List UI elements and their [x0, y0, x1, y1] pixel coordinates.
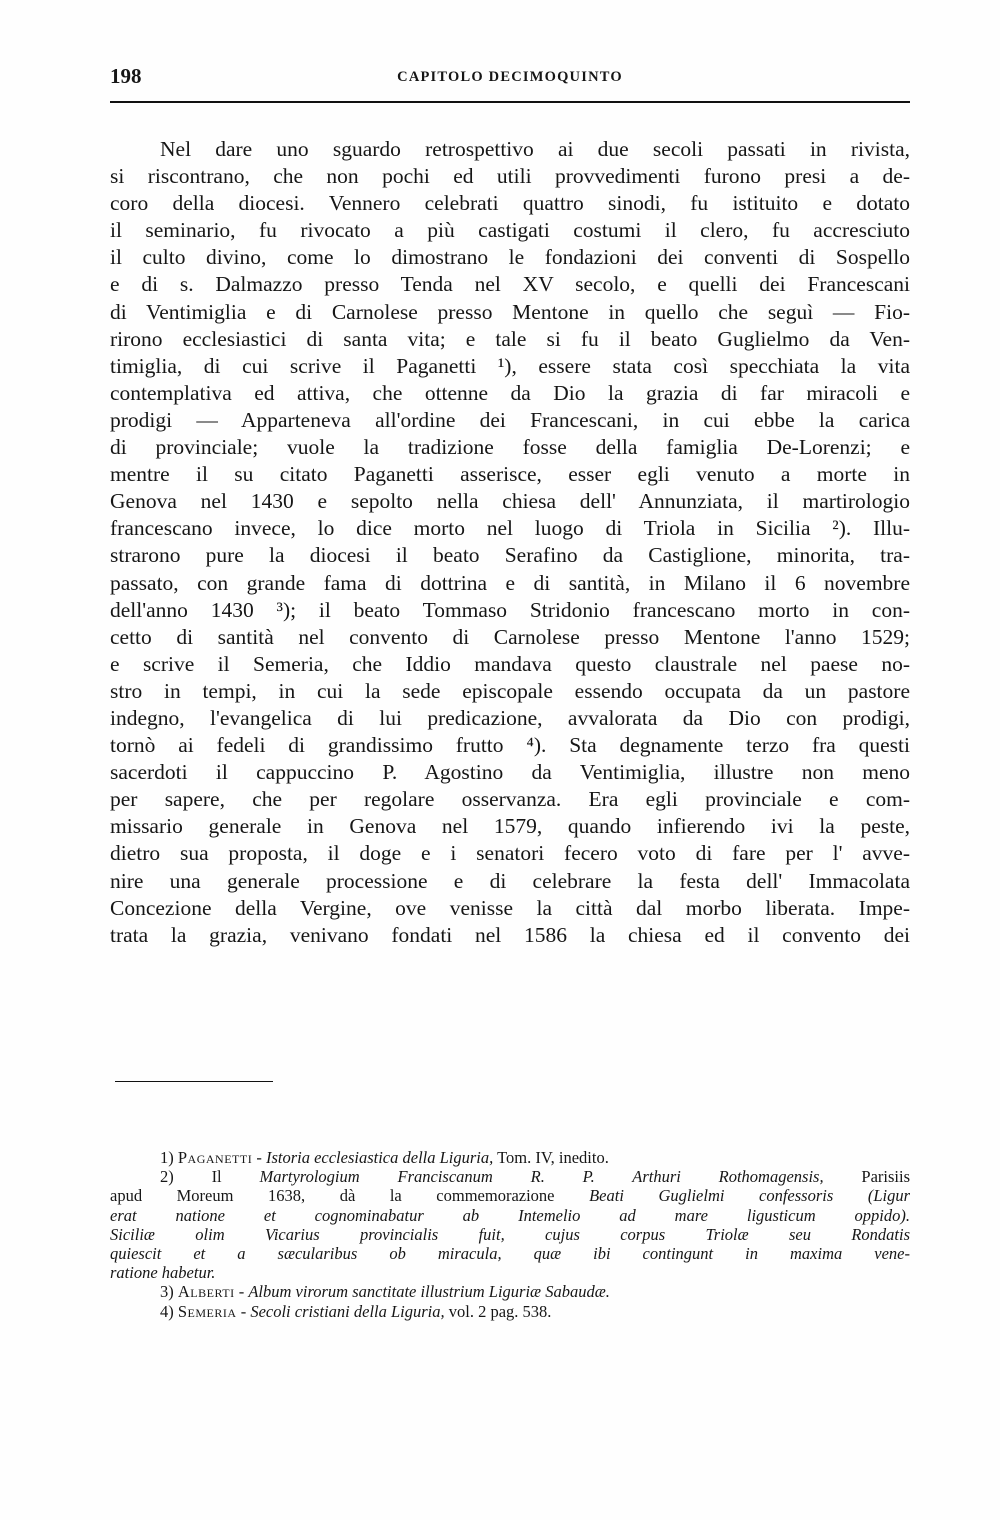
footnote-separator: - — [236, 1301, 251, 1321]
body-line: rirono ecclesiastici di santa vita; e tale si fu il beato Guglielmo da Ven- — [110, 326, 910, 351]
body-line: di provinciale; vuole la tradizione fosse della famiglia De-Lorenzi; e — [110, 435, 910, 460]
footnotes — [110, 1148, 910, 1321]
body-line: si riscontrano, che non pochi ed utili provvedimenti furono presi a de- — [110, 164, 910, 189]
footnote-quote: Siciliæ olim Vicarius provincialis fuit, cujus corpus Triolæ seu Rondatis — [110, 1224, 910, 1244]
body-line: francescano invece, lo dice morto nel luogo di Triola in Sicilia ²). Illu- — [110, 516, 910, 541]
footnote-text: apud Moreum 1638, dà la commemorazione — [110, 1186, 590, 1206]
footnote-2-line — [110, 1244, 910, 1263]
body-line: Genova nel 1430 e sepolto nella chiesa dell' Annunziata, il martirologio — [110, 489, 910, 514]
footnote-number: 2) — [160, 1167, 174, 1187]
body-line: il culto divino, come lo dimostrano le fondazioni dei conventi di Sospello — [110, 245, 910, 270]
footnote-title: Martyrologium Franciscanum R. P. Arthuri Rothomagensis, — [259, 1167, 824, 1187]
footnote-text: Il — [173, 1167, 260, 1187]
header-rule — [110, 101, 910, 103]
footnote-title: Secoli cristiani della Liguria, — [250, 1301, 445, 1321]
body-line: Nel dare uno sguardo retrospettivo ai due secoli passati in rivista, — [160, 137, 910, 161]
running-head — [110, 64, 910, 96]
footnote-author: Alberti — [177, 1282, 235, 1302]
footnote-author: Semeria — [177, 1301, 237, 1321]
body-line: prodigi — Apparteneva all'ordine dei Francescani, in cui ebbe la carica — [110, 407, 910, 432]
footnote-number: 4) — [160, 1301, 174, 1321]
footnote-number: 3) — [160, 1282, 174, 1302]
body-line: e di s. Dalmazzo presso Tenda nel XV secolo, e quelli dei Francescani — [110, 272, 910, 297]
chapter-title: CAPITOLO DECIMOQUINTO — [397, 69, 623, 85]
footnote-1 — [110, 1148, 910, 1167]
footnote-text: vol. 2 pag. 538. — [444, 1301, 552, 1321]
body-line: indegno, l'evangelica di lui predicazione, avvalorata da Dio con prodigi, — [110, 705, 910, 730]
footnote-2-line — [110, 1206, 910, 1225]
footnote-title: Album virorum sanctitate illustrium Liguriæ Sabaudæ. — [248, 1282, 610, 1302]
body-line: nire una generale processione e di celebrare la festa dell' Immacolata — [110, 868, 910, 893]
body-line: cetto di santità nel convento di Carnolese presso Mentone l'anno 1529; — [110, 624, 910, 649]
footnote-number: 1) — [160, 1148, 174, 1167]
body-line: tornò ai fedeli di grandissimo frutto ⁴). Sta degnamente terzo fra questi — [110, 733, 910, 758]
body-text — [110, 136, 910, 949]
footnote-author: Paganetti — [177, 1148, 253, 1167]
footnote-rule — [115, 1081, 273, 1082]
body-line: sacerdoti il cappuccino P. Agostino da Ventimiglia, illustre non meno — [110, 760, 910, 785]
footnote-4 — [110, 1302, 910, 1321]
footnote-2-line — [110, 1225, 910, 1244]
body-line: coro della diocesi. Vennero celebrati quattro sinodi, fu istituito e dotato — [110, 191, 910, 216]
footnote-quote: erat natione et cognominabatur ab Intemelio ad mare ligusticum oppido). — [110, 1205, 910, 1225]
body-line: passato, con grande fama di dottrina e di santità, in Milano il 6 novembre — [110, 570, 910, 595]
footnote-quote: Beati Guglielmi confessoris (Ligur — [589, 1186, 910, 1206]
footnote-3 — [110, 1282, 910, 1301]
footnote-quote: ratione habetur. — [110, 1263, 216, 1283]
body-line: mentre il su citato Paganetti asserisce, esser egli venuto a morte in — [110, 462, 910, 487]
body-line: stro in tempi, in cui la sede episcopale essendo occupata da un pastore — [110, 678, 910, 703]
body-line: trata la grazia, venivano fondati nel 1586 la chiesa ed il convento dei — [110, 922, 910, 947]
body-line: dietro sua proposta, il doge e i senatori fecero voto di fare per l' avve- — [110, 841, 910, 866]
body-line: contemplativa ed attiva, che ottenne da Dio la grazia di far miracoli e — [110, 380, 910, 405]
body-line: Concezione della Vergine, ove venisse la città dal morbo liberata. Impe- — [110, 895, 910, 920]
footnote-title: Istoria ecclesiastica della Liguria, — [265, 1148, 494, 1167]
footnote-text: Parisiis — [823, 1167, 910, 1187]
footnote-2-line — [110, 1263, 910, 1282]
page-number: 198 — [110, 64, 142, 88]
footnote-separator: - — [234, 1282, 249, 1302]
body-line: di Ventimiglia e di Carnolese presso Mentone in quello che seguì — Fio- — [110, 299, 910, 324]
body-line: timiglia, di cui scrive il Paganetti ¹), essere stata così specchiata la vita — [110, 353, 910, 378]
footnote-separator: - — [252, 1148, 266, 1167]
footnote-quote: quiescit et a sæcularibus ob miracula, quæ ibi contingunt in maxima vene- — [110, 1243, 910, 1263]
footnote-2-line — [110, 1186, 910, 1205]
body-line: missario generale in Genova nel 1579, quando infierendo ivi la peste, — [110, 814, 910, 839]
body-line: per sapere, che per regolare osservanza. Era egli provinciale e com- — [110, 787, 910, 812]
body-line: il seminario, fu rivocato a più castigati costumi il clero, fu accresciuto — [110, 218, 910, 243]
body-line: strarono pure la diocesi il beato Serafino da Castiglione, minorita, tra- — [110, 543, 910, 568]
footnote-text: Tom. IV, inedito. — [493, 1148, 609, 1167]
body-line: e scrive il Semeria, che Iddio mandava questo claustrale nel paese no- — [110, 651, 910, 676]
footnote-2-line — [110, 1167, 910, 1186]
body-line: dell'anno 1430 ³); il beato Tommaso Stridonio francescano morto in con- — [110, 597, 910, 622]
